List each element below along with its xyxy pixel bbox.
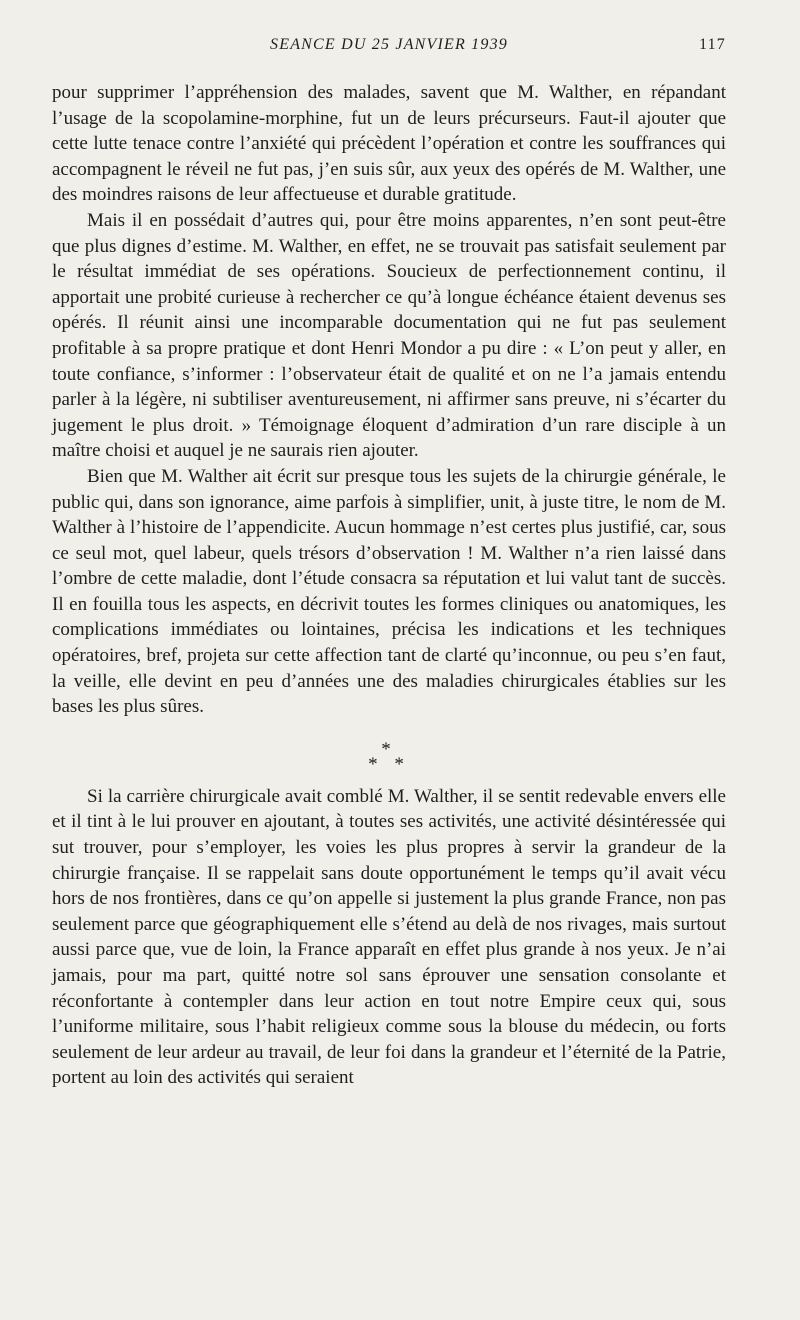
paragraph-4: Si la carrière chirurgicale avait comblé M. Walther, il se sentit redevable envers elle et il tint à le lui prouver en ajoutant, à toutes ses activités, une activité désintéressée qui sut trouver, pour s’employer, les voies les plus propres à servir la grandeur de la chirurgie française. Il se rappelait sans doute opportunément le temps qu’il avait vécu hors de nos frontières, dans ce qu’on appelle si justement la plus grande France, non pas seulement parce que géographiquement elle s’étend au delà de nos rivages, mais surtout aussi parce que, vue de loin, la France apparaît en effet plus grande à nos yeux. Je n’ai jamais, pour ma part, quitté notre sol sans éprouver une sensation consolante et réconfortante à contempler dans leur action en tout notre Empire ceux qui, sous l’uniforme militaire, sous l’habit religieux comme sous la blouse du médecin, ou forts seulement de leur ardeur au travail, de leur foi dans la grandeur et l’éternité de la Patrie, portent au loin des activités qui seraient: [52, 785, 726, 1089]
page-header: [52, 36, 726, 62]
paragraph-2: Mais il en possédait d’autres qui, pour être moins apparentes, n’en sont peut-être que plus dignes d’estime. M. Walther, en effet, ne se trouvait pas satisfait seulement par le résultat immédiat de ses opérations. Soucieux de perfectionnement continu, il apportait une probité curieuse à rechercher ce qu’à longue échéance étaient devenus ses opérés. Il réunit ainsi une incomparable documentation qui ne fut pas seulement profitable à sa propre pratique et dont Henri Mondor a pu dire : « L’on peut y aller, en toute confiance, s’informer : l’observateur était de qualité et on ne l’a jamais entendu parler à la légère, ni subtiliser aventureusement, ni affirmer sans preuve, ni s’écarter du jugement le plus droit. » Témoignage éloquent d’admiration d’un rare disciple à un maître choisi et auquel je ne saurais rien ajouter.: [52, 209, 726, 462]
asterism-top: *: [381, 738, 397, 760]
paragraph-1: pour supprimer l’appréhension des malades, savent que M. Walther, en répandant l’usage de la scopolamine-morphine, fut un de leurs précurseurs. Faut-il ajouter que cette lutte tenace contre l’anxiété qui précèdent l’opération et contre les souffrances qui accompagnent le réveil ne fut pas, j’en suis sûr, aux yeux des opérés de M. Walther, une des moindres raisons de leur affectueuse et durable gratitude.: [52, 82, 726, 206]
body-text: [52, 80, 726, 1091]
document-page: [52, 36, 726, 1091]
asterism-bottom: * *: [368, 753, 410, 775]
paragraph-3: Bien que M. Walther ait écrit sur presque tous les sujets de la chirurgie générale, le public qui, dans son ignorance, aime parfois à simplifier, unit, à juste titre, le nom de M. Walther à l’histoire de l’appendicite. Aucun hommage n’est certes plus justifié, car, sous ce seul mot, quel labeur, quels trésors d’observation ! M. Walther n’a rien laissé dans l’ombre de cette maladie, dont l’étude consacra sa réputation et lui valut tant de succès. Il en fouilla tous les aspects, en décrivit toutes les formes cliniques ou anatomiques, les complications immédiates ou lointaines, précisa les indications et les techniques opératoires, bref, projeta sur cette affection tant de clarté qu’inconnue, ou peu s’en faut, la veille, elle devint en peu d’années une des maladies chirurgicales établies sur les bases les plus sûres.: [52, 465, 726, 718]
section-asterism: [52, 738, 726, 775]
running-title: SEANCE DU 25 JANVIER 1939: [270, 36, 508, 53]
page-number: 117: [698, 36, 726, 53]
